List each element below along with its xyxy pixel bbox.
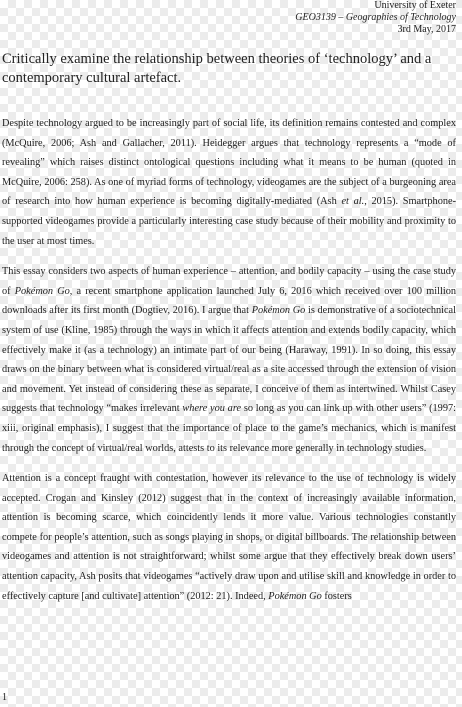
text-run: fosters [321,590,352,602]
italic-text-run: Pokémon Go [268,590,322,602]
header-institution: University of Exeter [374,0,456,11]
italic-text-run: where you are [182,403,242,415]
paragraph-1 [2,114,456,251]
header-date: 3rd May, 2017 [397,24,456,35]
paragraph-3 [2,469,456,606]
page-header [295,0,456,36]
text-run: , a recent smartphone application launched July 6, 2016 which received over 100 million downloads after its first month (Dogtiev, 2016). I argue that [2,285,456,317]
header-course: GEO3139 – Geographies of Technology [295,12,456,23]
text-run: Despite technology argued to be increasingly part of social life, its definition remains contested and complex (McQuire, 2006; Ash and Gallacher, 2011). Heidegger argues that technology represents a “mode of revealing” which raises distinct ontological questions including what it means to be human (quoted in McQuire, 2006: 258). As one of myriad forms of technology, videogames are the subject of a burgeoning area of research into how human experience is becoming digitally-mediated (Ash [2,118,456,208]
italic-text-run: et al. [341,196,365,208]
text-run: This essay considers two aspects of human experience – attention, and bodily capacity – using the case study of [2,266,456,297]
italic-text-run: Pokémon Go [251,305,306,317]
essay-title: Critically examine the relationship between theories of ‘technology’ and a contemporary cultural artefact. [2,51,432,86]
text-run: so long as you can link up with other users” (1997: xiii, original emphasis), I suggest that the importance of place to the game’s mechanics, which is manifest through the concept of virtual/real worlds, attests to its relevance more generally in technology studies. [2,403,456,454]
text-run: Attention is a concept fraught with contestation, however its relevance to the use of technology is widely accepted. Crogan and Kinsley (2012) suggest that in the context of increasingly available information, attention is becoming scarce, which coincidently lends it more value. Various technologies constantly compete for people’s attention, such as songs playing in shops, or digital billboards. The relationship between videogames and attention is not straightforward; whilst some argue that they effectively break down users’ attention capacity, Ash posits that videogames “actively draw upon and utilise skill and knowledge in order to effectively capture [and cultivate] attention” (2012: 21). Indeed, [2,473,456,602]
essay-body [2,114,456,617]
text-run: is demonstrative of a sociotechnical system of use (Kline, 1985) through the ways in which it affects attention and extends bodily capacity, which effectively make it (as a technology) an intimate part of our being (Haraway, 1991). In so doing, this essay draws on the binary between what is considered virtual/real as a site accessed through the extension of vision and movement. Yet instead of considering these as separate, I conceive of them as intertwined. Whilst Casey suggests that technology “makes irrelevant [2,305,456,415]
italic-text-run: Pokémon Go [14,285,70,297]
page-number: 1 [2,692,7,703]
text-run: , 2015). Smartphone-supported videogames provide a particularly interesting case study because of their mobility and proximity to the user at most times. [2,196,456,247]
paragraph-2 [2,262,456,458]
